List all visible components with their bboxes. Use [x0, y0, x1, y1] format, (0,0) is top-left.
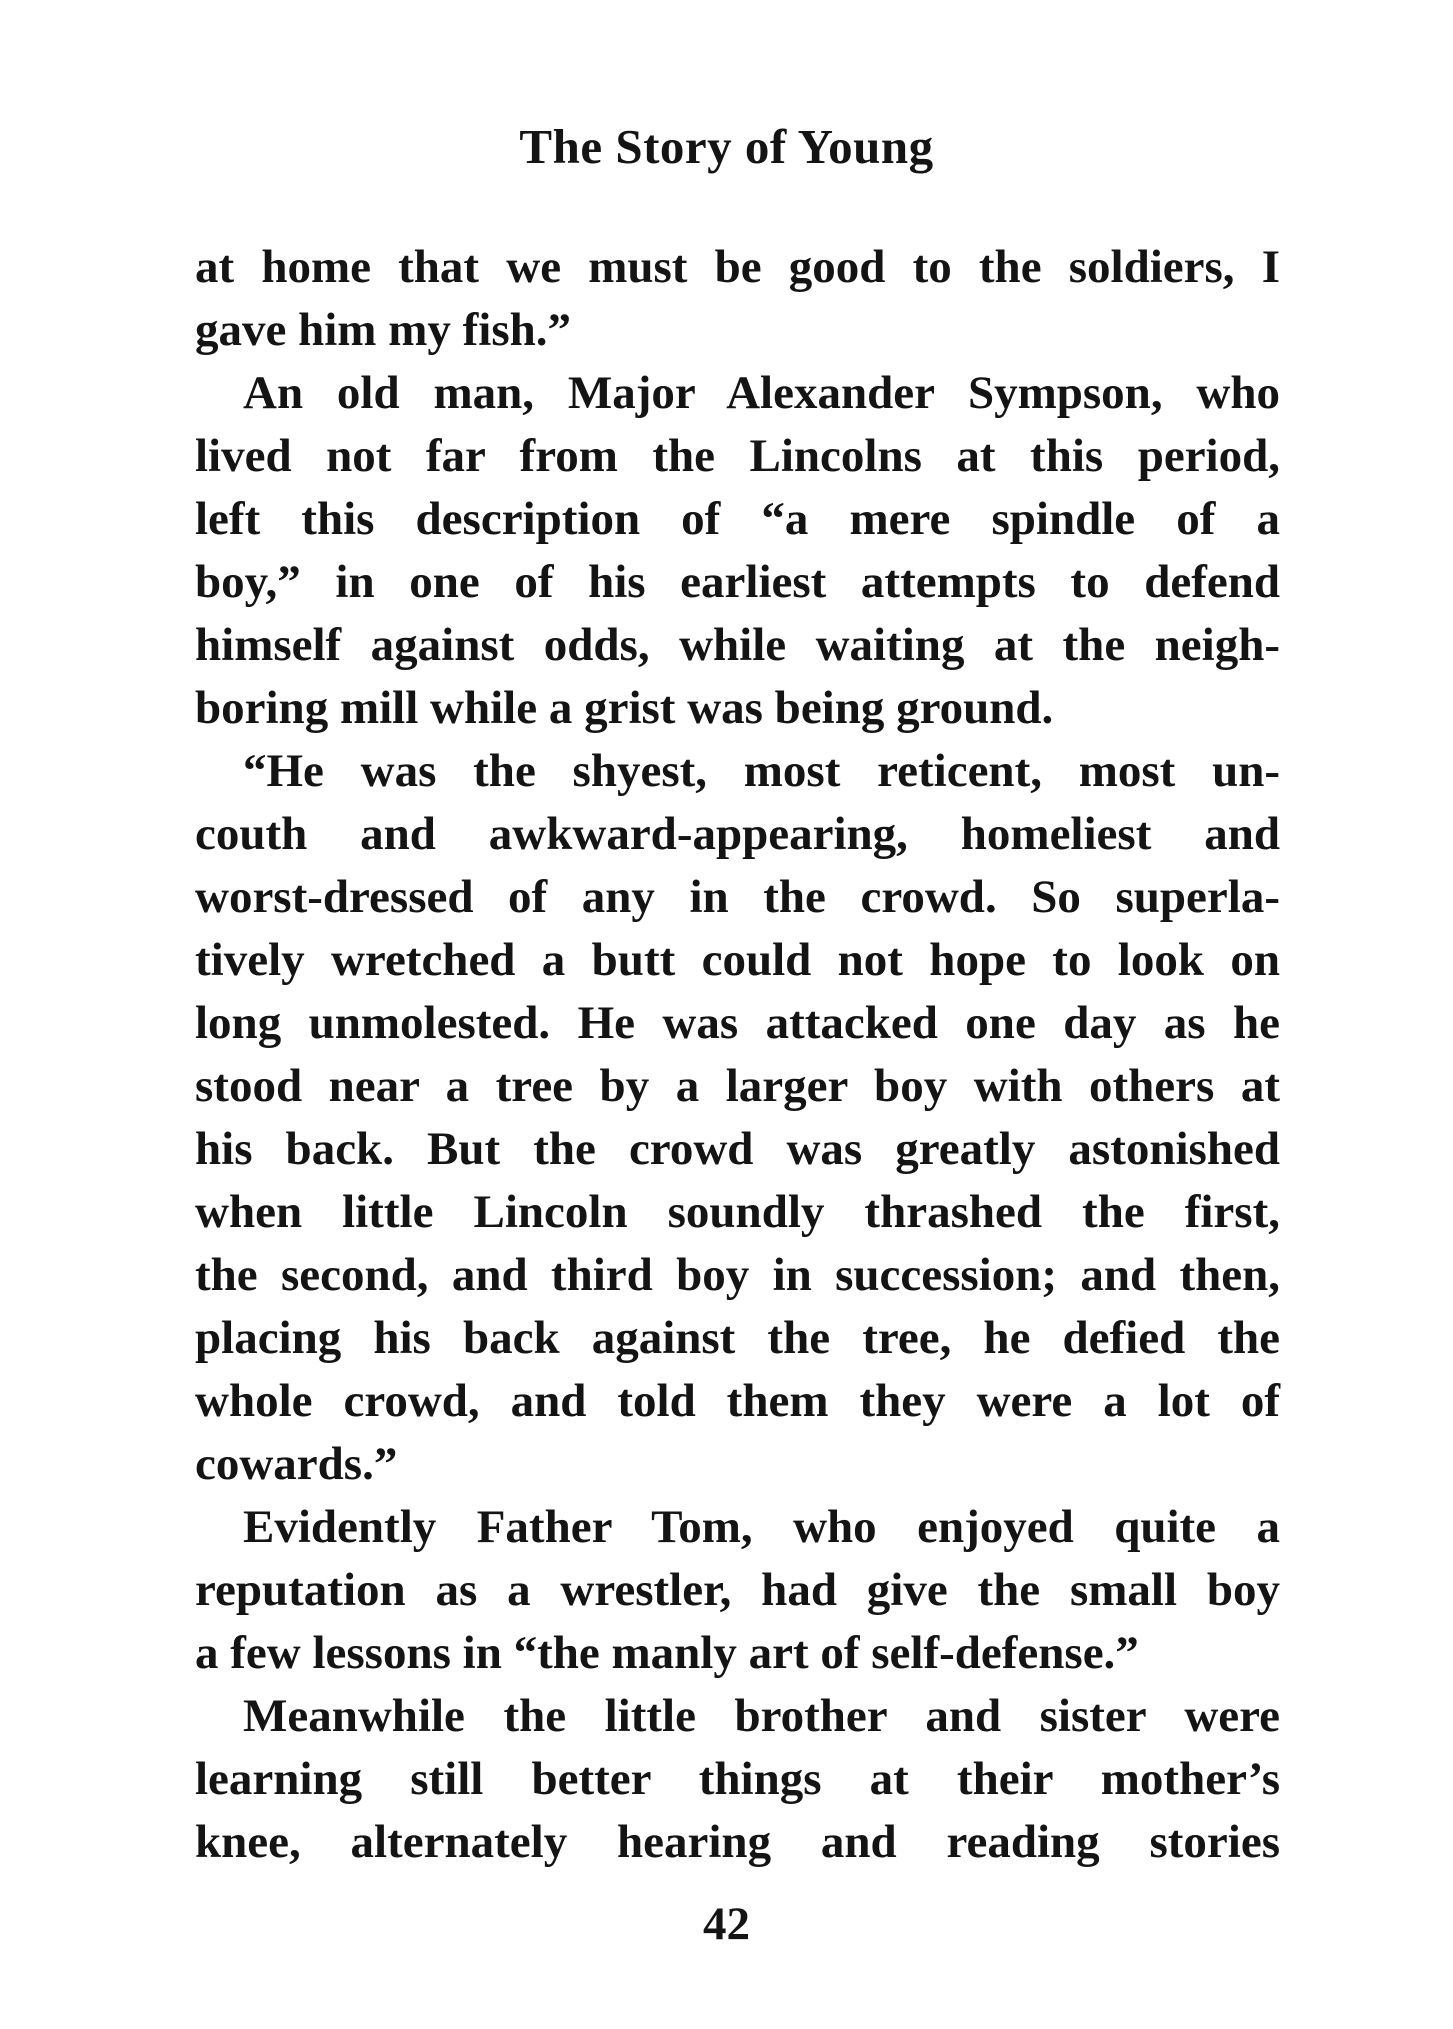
text-line: placing his back against the tree, he defied the	[195, 1312, 1280, 1364]
text-line: himself against odds, while waiting at the neigh-	[195, 619, 1280, 671]
text-line: a few lessons in “the manly art of self-defense.”	[195, 1627, 1139, 1679]
text-line: gave him my fish.”	[195, 304, 571, 356]
text-line: when little Lincoln soundly thrashed the first,	[195, 1186, 1280, 1238]
text-line: boring mill while a grist was being ground.	[195, 682, 1054, 734]
text-line: stood near a tree by a larger boy with others at	[195, 1060, 1280, 1112]
text-line: learning still better things at their mother’s	[195, 1753, 1280, 1805]
text-line: cowards.”	[195, 1438, 398, 1490]
text-line: couth and awkward-appearing, homeliest and	[195, 808, 1280, 860]
paragraph	[195, 1496, 1280, 1685]
text-line: long unmolested. He was attacked one day as he	[195, 997, 1280, 1049]
text-line: An old man, Major Alexander Sympson, who	[243, 367, 1280, 419]
text-line: “He was the shyest, most reticent, most un-	[243, 745, 1280, 797]
paragraph	[195, 362, 1280, 740]
text-line: left this description of “a mere spindle of a	[195, 493, 1280, 545]
text-line: whole crowd, and told them they were a lot of	[195, 1375, 1280, 1427]
page-number: 42	[703, 1898, 750, 1950]
paragraph	[195, 236, 1280, 362]
text-line: boy,” in one of his earliest attempts to defend	[195, 556, 1280, 608]
body-text	[195, 236, 1280, 1874]
text-line: reputation as a wrestler, had give the small boy	[195, 1564, 1280, 1616]
text-line: the second, and third boy in succession; and then,	[195, 1249, 1280, 1301]
text-line: worst-dressed of any in the crowd. So superla-	[195, 871, 1280, 923]
text-line: tively wretched a butt could not hope to look on	[195, 934, 1280, 986]
text-line: lived not far from the Lincolns at this period,	[195, 430, 1280, 482]
paragraph	[195, 1685, 1280, 1874]
text-line: his back. But the crowd was greatly astonished	[195, 1123, 1280, 1175]
text-line: at home that we must be good to the soldiers, I	[195, 241, 1280, 293]
text-line: knee, alternately hearing and reading stories	[195, 1816, 1280, 1868]
paragraph	[195, 740, 1280, 1496]
text-line: Evidently Father Tom, who enjoyed quite a	[243, 1501, 1280, 1553]
running-head: The Story of Young	[519, 119, 934, 174]
text-line: Meanwhile the little brother and sister were	[243, 1690, 1280, 1742]
